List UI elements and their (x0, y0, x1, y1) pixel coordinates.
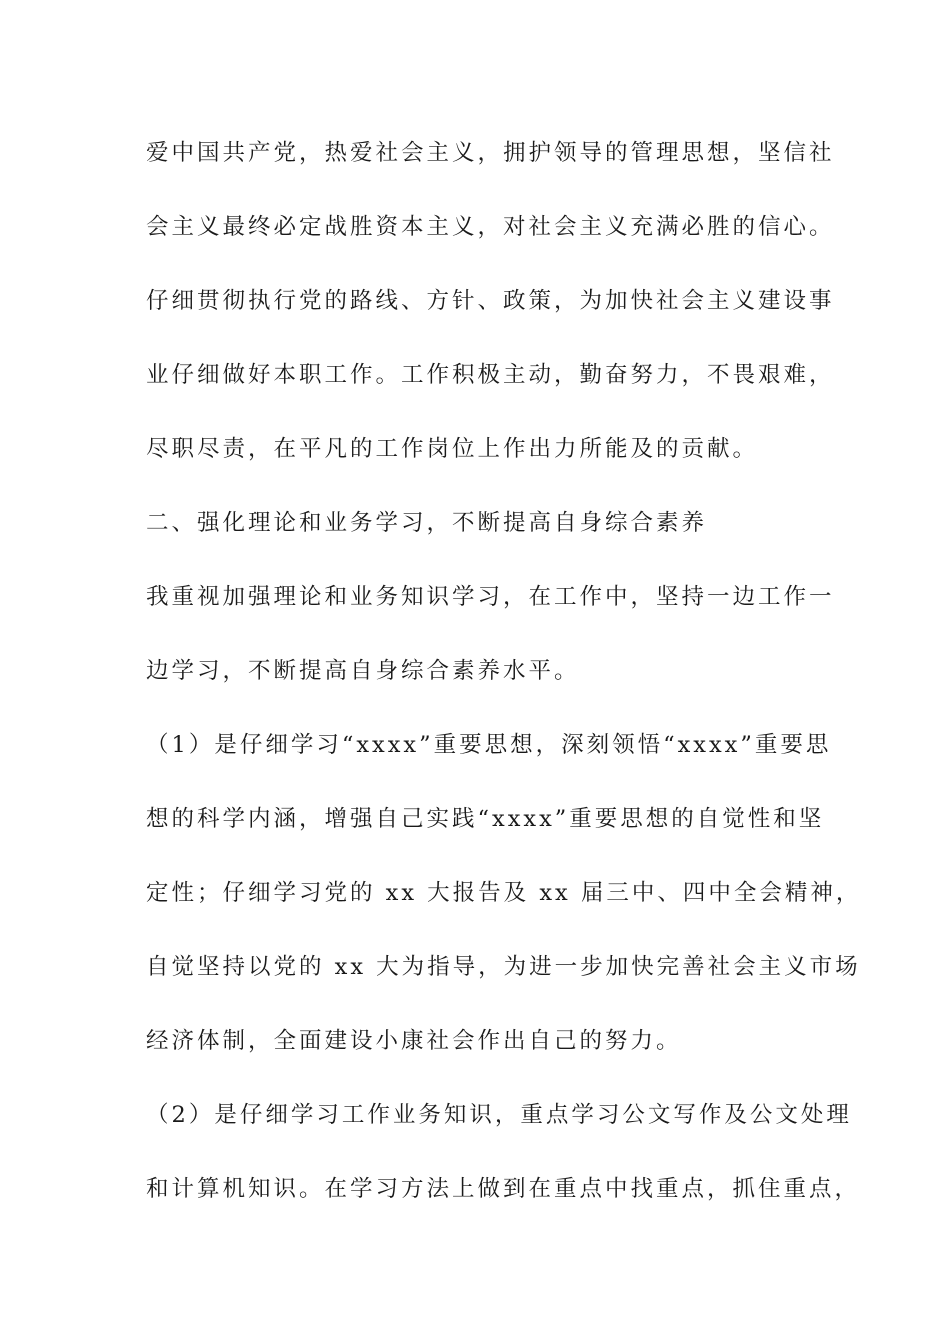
paragraph-line: 仔细贯彻执行党的路线、方针、政策，为加快社会主义建设事 (146, 288, 835, 314)
paragraph-line: 自觉坚持以党的 xx 大为指导，为进一步加快完善社会主义市场 (146, 954, 861, 980)
paragraph-line: 会主义最终必定战胜资本主义，对社会主义充满必胜的信心。 (146, 214, 835, 240)
document-body (146, 133, 862, 1243)
paragraph-line: 想的科学内涵，增强自己实践“xxxx”重要思想的自觉性和坚 (146, 806, 825, 832)
paragraph-line: 我重视加强理论和业务知识学习，在工作中，坚持一边工作一 (146, 584, 835, 610)
paragraph-line: 业仔细做好本职工作。工作积极主动，勤奋努力，不畏艰难， (146, 362, 835, 388)
paragraph-line: （1）是仔细学习“xxxx”重要思想，深刻领悟“xxxx”重要思 (146, 732, 832, 758)
paragraph-line: 经济体制，全面建设小康社会作出自己的努力。 (146, 1028, 682, 1054)
paragraph-line: 和计算机知识。在学习方法上做到在重点中找重点，抓住重点， (146, 1176, 861, 1202)
paragraph-line: （2）是仔细学习工作业务知识，重点学习公文写作及公文处理 (146, 1102, 852, 1128)
paragraph-line: 定性；仔细学习党的 xx 大报告及 xx 届三中、四中全会精神， (146, 880, 862, 906)
paragraph-line: 爱中国共产党，热爱社会主义，拥护领导的管理思想，坚信社 (146, 140, 835, 166)
paragraph-line: 边学习，不断提高自身综合素养水平。 (146, 658, 580, 684)
paragraph-line: 尽职尽责，在平凡的工作岗位上作出力所能及的贡献。 (146, 436, 759, 462)
section-heading: 二、强化理论和业务学习，不断提高自身综合素养 (146, 510, 708, 536)
